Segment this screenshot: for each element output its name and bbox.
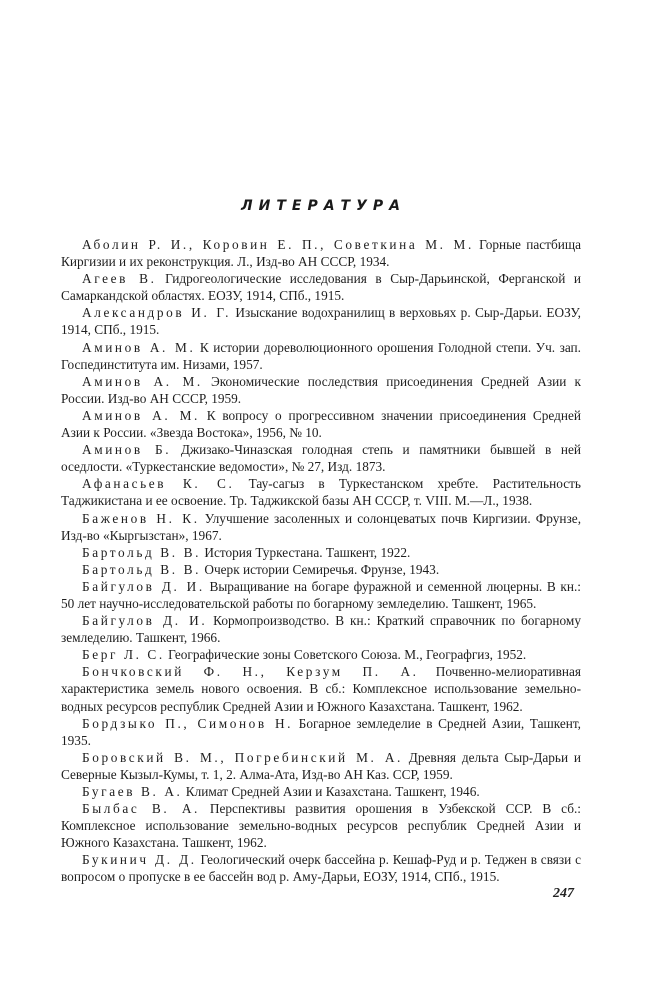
reference-text: Древняя дельта Сыр-Дарьи и Северные Кызыл-Кумы, т. 1, 2. Алма-Ата, Изд-во АН Каз. ССР, 1959. — [61, 749, 581, 782]
reference-entry — [61, 749, 581, 783]
reference-entry — [61, 441, 581, 475]
reference-entry — [61, 510, 581, 544]
page-title: ЛИТЕРАТУРА — [241, 198, 406, 214]
reference-text: К вопросу о прогрессивном значении присоединения Средней Азии к России. «Звезда Востока», 1956, № 10. — [61, 407, 581, 441]
reference-author: Бартольд В. В. — [82, 561, 202, 577]
reference-author: Аминов Б. — [82, 442, 172, 458]
reference-text: Горные пастбища Киргизии и их реконструкция. Л., Изд-во АН СССР, 1934. — [61, 237, 582, 270]
reference-text: Очерк истории Семиречья. Фрунзе, 1943. — [201, 561, 440, 577]
reference-entry — [61, 236, 581, 270]
reference-entry — [61, 304, 581, 338]
page-number: 247 — [553, 886, 574, 901]
reference-text: Выращивание на богаре фуражной и семенной люцерны. В кн.: 50 лет научно-исследовательской работы по богарному земледелию. Ташкент, 1965. — [61, 578, 581, 611]
reference-entry — [61, 270, 581, 304]
reference-author: Александров И. Г. — [82, 305, 232, 321]
reference-entry — [61, 561, 581, 578]
reference-text: Геологический очерк бассейна р. Кешаф-Руд и р. Теджен в связи с вопросом о пропуске в ее бассейн вод р. Аму-Дарьи, ЕОЗУ, 1914, СПб., 1915. — [61, 852, 581, 885]
reference-entry — [61, 663, 581, 714]
reference-entry — [61, 475, 581, 509]
reference-author: Аболин Р. И., Коровин Е. П., Советкина М. М. — [82, 237, 474, 252]
reference-text: Перспективы развития орошения в Узбекской ССР. В сб.: Комплексное использование земельно-водных ресурсов республик Средней Азии и Южного Казахстана. Ташкент, 1962. — [61, 801, 581, 851]
reference-author: Аминов А. М. — [82, 373, 203, 389]
reference-entry — [61, 578, 581, 612]
reference-text: Географические зоны Советского Союза. М., Географгиз, 1952. — [164, 647, 527, 663]
reference-author: Бордзыко П., Симонов Н. — [82, 715, 294, 731]
reference-text: Экономические последствия присоединения Средней Азии к России. Изд-во АН СССР, 1959. — [61, 373, 581, 406]
reference-list — [61, 236, 581, 886]
reference-entry — [61, 715, 581, 749]
reference-text: Улучшение засоленных и солонцеватых почв Киргизии. Фрунзе, Изд-во «Кыргызстан», 1967. — [61, 510, 582, 543]
reference-author: Бончковский Ф. Н., Керзум П. А. — [82, 664, 419, 680]
reference-author: Бугаев В. А. — [82, 784, 183, 799]
reference-author: Былбас В. А. — [82, 801, 200, 817]
reference-text: Почвенно-мелиоративная характеристика земель нового освоения. В сб.: Комплексное использование земельно-водных ресурсов республик Средней Азии и Южного Казахстана. Ташкент, 1962. — [61, 664, 582, 714]
reference-entry — [61, 544, 581, 561]
reference-entry — [61, 339, 581, 373]
reference-text: К истории дореволюционного орошения Голодной степи. Уч. зап. Госпединститута им. Низами, 1957. — [61, 339, 581, 372]
reference-author: Байгулов Д. И. — [82, 578, 205, 594]
reference-author: Агеев В. — [82, 271, 157, 287]
reference-entry — [61, 407, 581, 441]
reference-author: Байгулов Д. И. — [82, 613, 208, 629]
reference-text: Климат Средней Азии и Казахстана. Ташкент, 1946. — [182, 784, 480, 799]
reference-text: Джизако-Чиназская голодная степь и памятники бывшей в ней оседлости. «Туркестанские ведомости», № 27, Изд. 1873. — [61, 442, 582, 475]
reference-author: Букинич Д. Д. — [82, 852, 197, 868]
reference-text: Изыскание водохранилищ в верховьях р. Сыр-Дарьи. ЕОЗУ, 1914, СПб., 1915. — [61, 305, 581, 338]
reference-text: Тау-сагыз в Туркестанском хребте. Растительность Таджикистана и ее освоение. Тр. Таджикской базы АН СССР, т. VIII. М.—Л., 1938. — [61, 476, 581, 509]
reference-author: Берг Л. С. — [82, 647, 165, 663]
reference-entry — [61, 612, 581, 646]
reference-entry — [61, 646, 581, 663]
reference-text: Гидрогеологические исследования в Сыр-Дарьинской, Ферганской и Самаркандской областях. ЕОЗУ, 1914, СПб., 1915. — [61, 271, 581, 304]
reference-entry — [61, 783, 581, 800]
reference-author: Аминов А. М. — [82, 339, 196, 355]
reference-author: Баженов Н. К. — [82, 510, 200, 526]
reference-entry — [61, 851, 581, 885]
reference-author: Боровский В. М., Погребинский М. А. — [82, 749, 403, 765]
reference-text: Кормопроизводство. В кн.: Краткий справочник по богарному земледелию. Ташкент, 1966. — [61, 613, 581, 646]
reference-text: История Туркестана. Ташкент, 1922. — [201, 544, 411, 560]
reference-entry — [61, 373, 581, 407]
reference-author: Афанасьев К. С. — [82, 476, 235, 492]
reference-entry — [61, 800, 581, 851]
reference-text: Богарное земледелие в Средней Азии, Ташкент, 1935. — [61, 715, 581, 748]
reference-author: Аминов А. М. — [82, 407, 200, 423]
reference-author: Бартольд В. В. — [82, 544, 202, 560]
